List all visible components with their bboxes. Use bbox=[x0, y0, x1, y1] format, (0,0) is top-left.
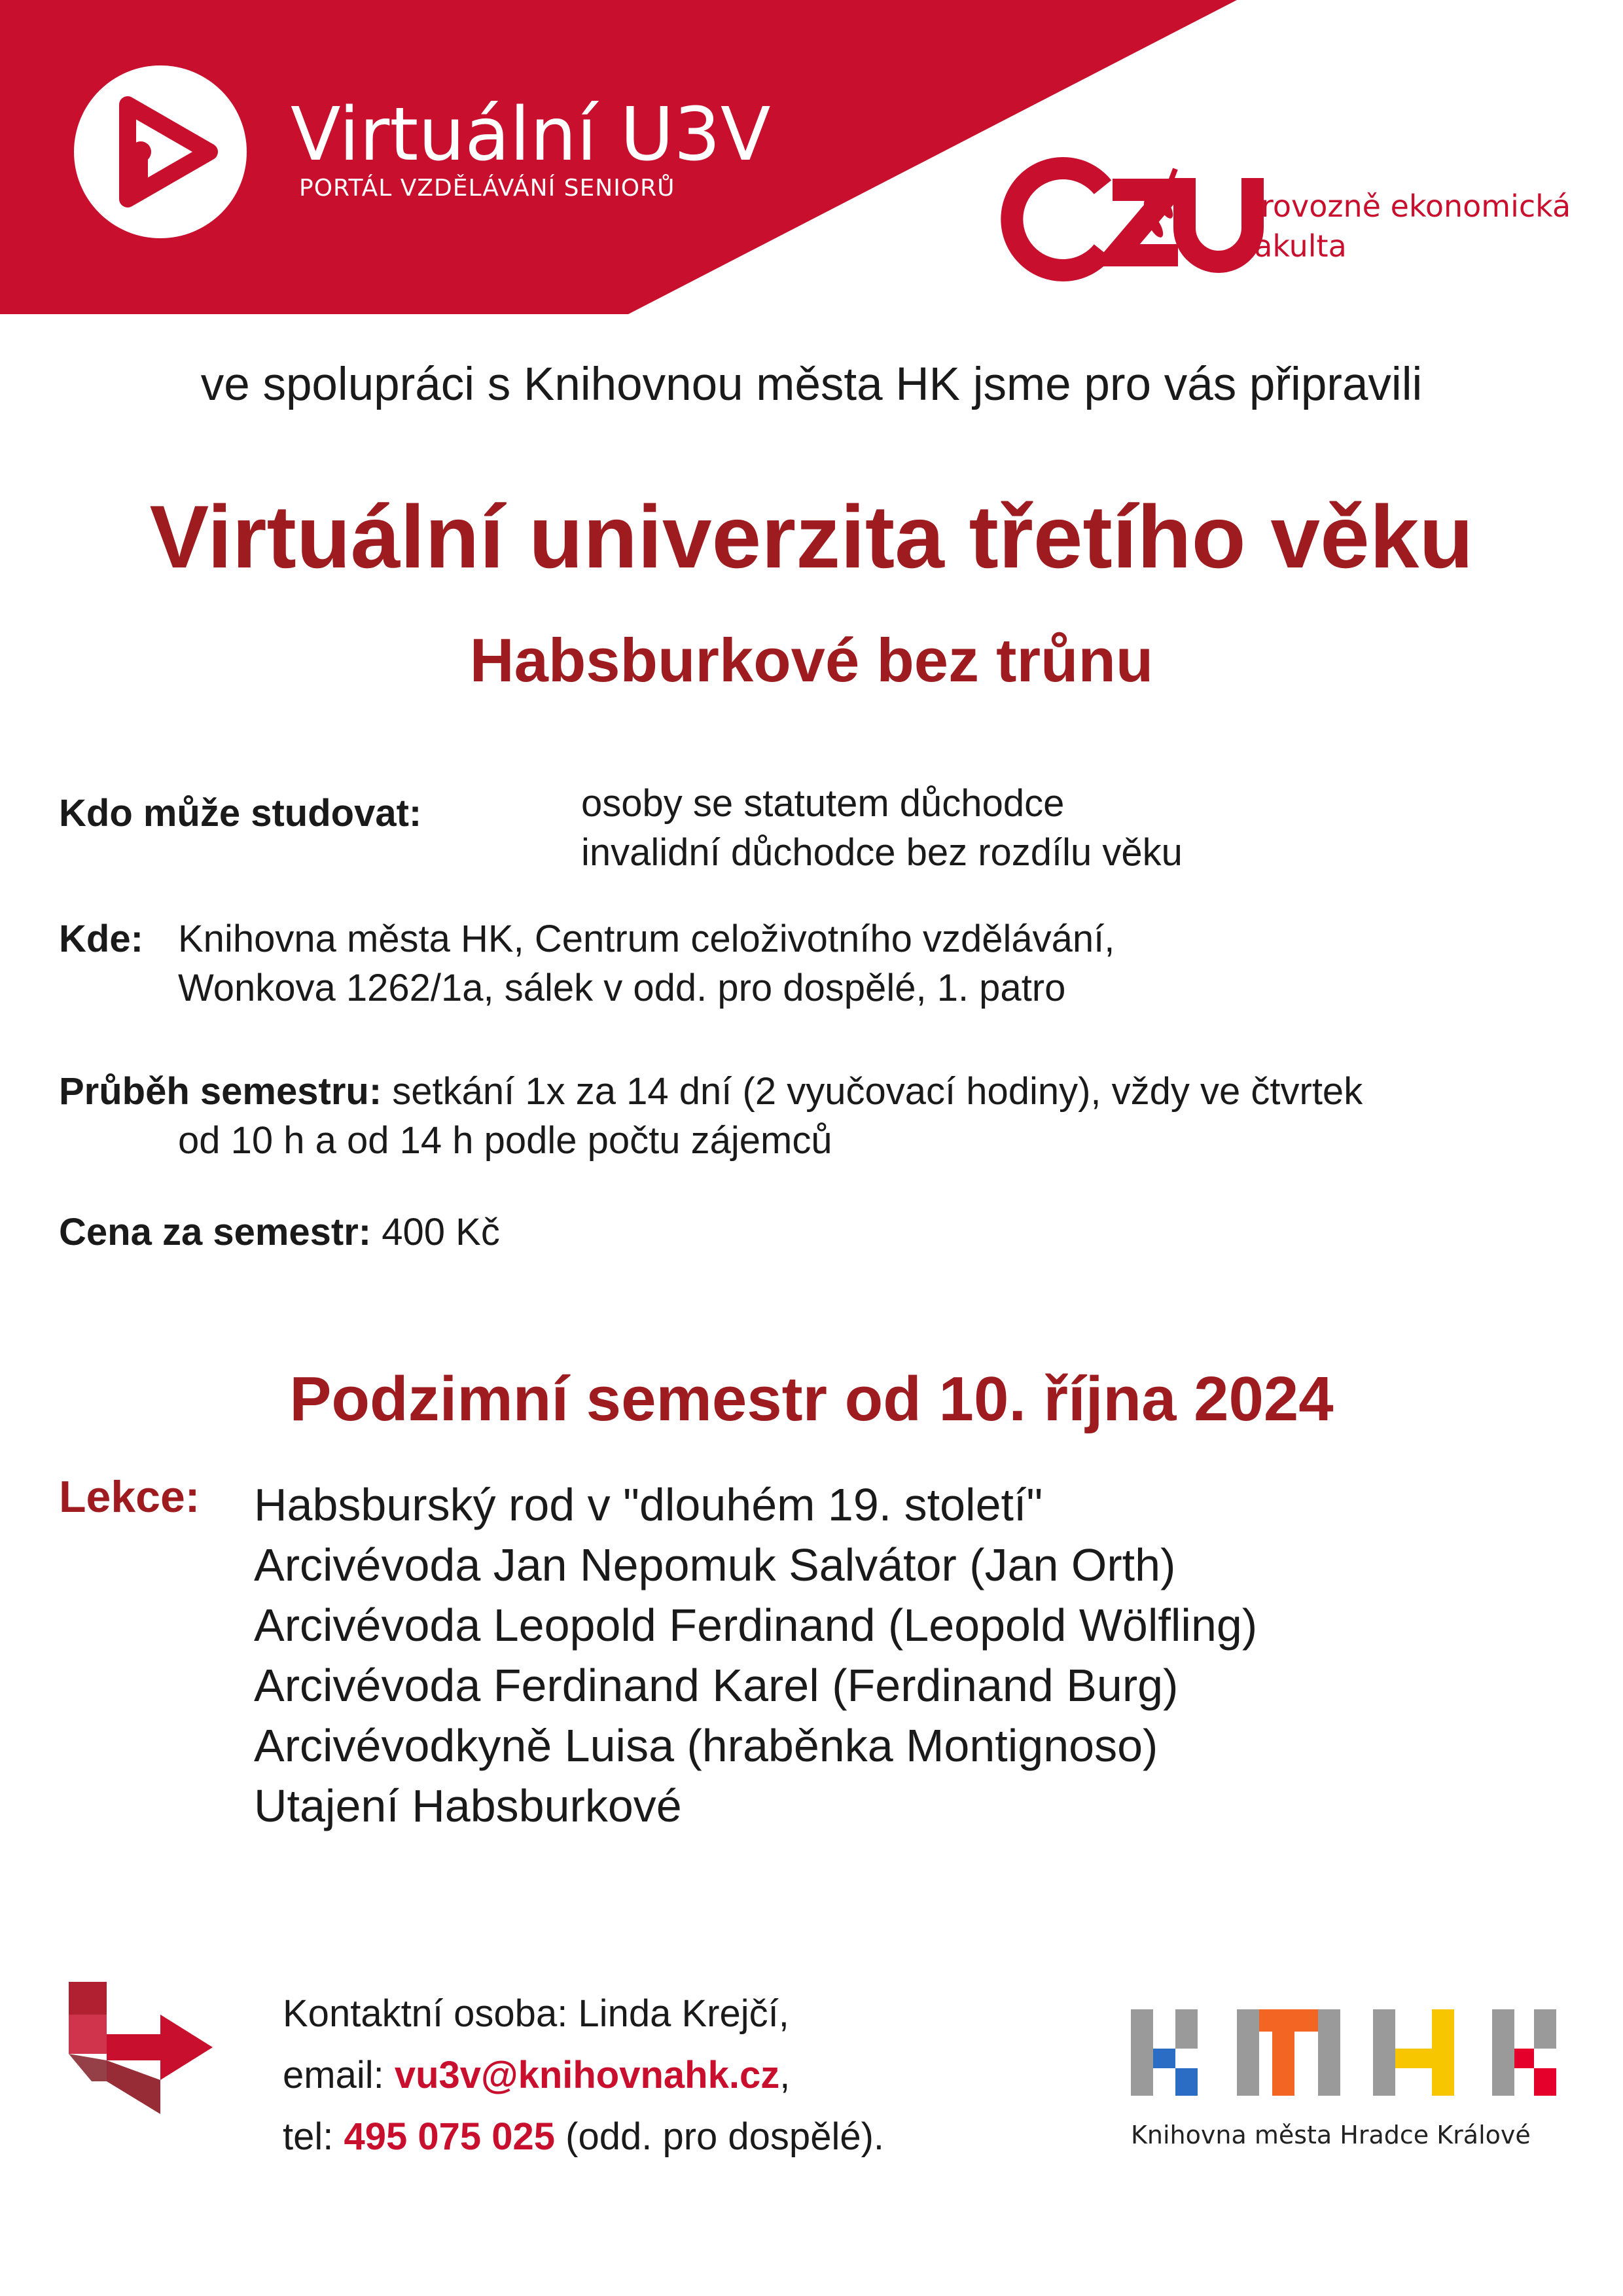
list-item: Arcivévodkyně Luisa (hraběnka Montignoso) bbox=[254, 1720, 1158, 1771]
price-line bbox=[59, 1208, 500, 1257]
faculty-line-2: fakulta bbox=[1243, 228, 1347, 264]
who-label: Kdo může studovat: bbox=[59, 792, 422, 834]
faculty-line-1: Provozně ekonomická bbox=[1243, 188, 1571, 224]
list-item: Habsburský rod v "dlouhém 19. století" bbox=[254, 1479, 1043, 1530]
course-text-1: setkání 1x za 14 dní (2 vyučovací hodiny), vždy ve čtvrtek bbox=[392, 1070, 1363, 1113]
who-line-1: osoby se statutem důchodce bbox=[581, 782, 1065, 825]
where-line-1: Knihovna města HK, Centrum celoživotního vzdělávání, bbox=[178, 918, 1115, 960]
price-value: 400 Kč bbox=[382, 1211, 500, 1253]
list-item: Utajení Habsburkové bbox=[254, 1780, 682, 1831]
lessons-label: Lekce: bbox=[59, 1472, 200, 1522]
who-line-2: invalidní důchodce bez rozdílu věku bbox=[581, 831, 1183, 874]
list-item: Arcivévoda Leopold Ferdinand (Leopold Wölfling) bbox=[254, 1600, 1258, 1651]
email-suffix: , bbox=[779, 2054, 791, 2096]
semester-heading: Podzimní semestr od 10. října 2024 bbox=[289, 1364, 1334, 1434]
kmhk-logo-icon bbox=[1131, 2009, 1556, 2096]
brand-subtitle: PORTÁL VZDĚLÁVÁNÍ SENIORŮ bbox=[299, 175, 675, 202]
tel-link[interactable]: 495 075 025 bbox=[344, 2115, 556, 2158]
where-value bbox=[178, 914, 1115, 1013]
lessons-list bbox=[254, 1475, 1257, 1836]
library-caption: Knihovna města Hradce Králové bbox=[1131, 2121, 1531, 2149]
course-line-1 bbox=[59, 1067, 1363, 1116]
faculty-name bbox=[1243, 187, 1571, 266]
contact-arrow-icon bbox=[69, 1982, 213, 2114]
list-item: Arcivévoda Ferdinand Karel (Ferdinand Burg) bbox=[254, 1660, 1179, 1711]
who-value bbox=[581, 779, 1183, 878]
course-block bbox=[59, 1067, 1363, 1166]
brand-title: Virtuální U3V bbox=[291, 92, 771, 177]
tel-label: tel: bbox=[283, 2115, 344, 2158]
contact-person: Kontaktní osoba: Linda Krejčí, bbox=[283, 1992, 789, 2035]
email-label: email: bbox=[283, 2054, 395, 2096]
price-label: Cena za semestr: bbox=[59, 1211, 372, 1253]
course-label: Průběh semestru: bbox=[59, 1070, 382, 1113]
page-title: Virtuální univerzita třetího věku bbox=[149, 487, 1474, 586]
czu-logo-icon bbox=[1012, 168, 1253, 270]
course-text-2: od 10 h a od 14 h podle počtu zájemců bbox=[178, 1119, 832, 1162]
list-item: Arcivévoda Jan Nepomuk Salvátor (Jan Orth) bbox=[254, 1539, 1176, 1590]
where-line-2: Wonkova 1262/1a, sálek v odd. pro dospělé, 1. patro bbox=[178, 967, 1066, 1010]
contact-block bbox=[283, 1983, 884, 2168]
contact-tel-line bbox=[283, 2106, 884, 2168]
contact-email-line bbox=[283, 2045, 884, 2106]
where-label: Kde: bbox=[59, 918, 143, 960]
intro-text: ve spolupráci s Knihovnou města HK jsme pro vás připravili bbox=[200, 359, 1423, 410]
tel-suffix: (odd. pro dospělé). bbox=[555, 2115, 885, 2158]
email-link[interactable]: vu3v@knihovnahk.cz bbox=[394, 2054, 780, 2096]
play-logo-icon bbox=[74, 65, 247, 238]
page-subtitle: Habsburkové bez trůnu bbox=[469, 626, 1154, 694]
